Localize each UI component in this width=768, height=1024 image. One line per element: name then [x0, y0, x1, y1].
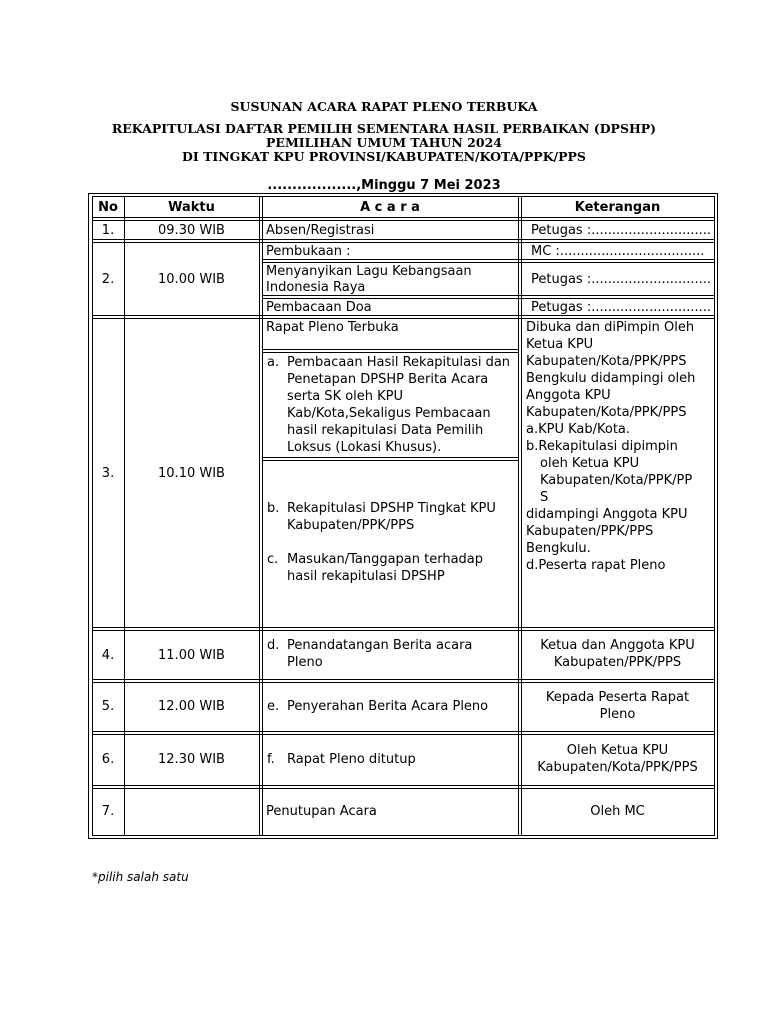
ket-line: Oleh Ketua KPU	[566, 743, 669, 758]
ket-line: Kabupaten/PPK/PPS	[553, 655, 682, 670]
ket-line: Kabupaten/Kota/PPK/PPS	[537, 760, 698, 775]
header-subtitle-2: PEMILIHAN UMUM TAHUN 2024	[266, 135, 502, 150]
row-acara-doa: Pembacaan Doa	[266, 300, 372, 315]
row-keterangan: Oleh MC	[590, 804, 645, 819]
item-line: Penetapan DPSHP Berita Acara	[287, 372, 489, 387]
col-header-acara: A c a r a	[360, 200, 420, 215]
row-sep	[92, 630, 715, 631]
item-marker: d.	[267, 638, 280, 653]
table-inner-right-border	[714, 196, 715, 836]
header-subtitle-1: REKAPITULASI DAFTAR PEMILIH SEMENTARA HASIL PERBAIKAN (DPSHP)	[111, 121, 657, 136]
row-acara-lagu-2: Indonesia Raya	[266, 280, 366, 295]
item-line: Kabupaten/PPK/PPS	[287, 518, 415, 533]
ket-line: S	[540, 490, 549, 505]
col-divider-acara-2	[521, 196, 522, 836]
row-sep	[92, 217, 715, 218]
ket-line: b.Rekapitulasi dipimpin	[526, 439, 678, 454]
ket-line: Anggota KPU	[526, 388, 611, 403]
row-acara-lagu-1: Menyanyikan Lagu Kebangsaan	[266, 264, 472, 279]
row-keterangan	[521, 742, 714, 776]
item-line: serta SK oleh KPU	[287, 389, 404, 404]
item-marker: c.	[267, 552, 279, 567]
item-marker: b.	[267, 501, 280, 516]
ket-line: Ketua dan Anggota KPU	[540, 638, 695, 653]
row-no: 2.	[101, 272, 115, 287]
item-line: Loksus (Lokasi Khusus).	[287, 440, 442, 455]
row-sep	[92, 785, 715, 786]
row-sep	[262, 460, 518, 461]
row-no: 4.	[101, 648, 115, 663]
row-keterangan	[521, 689, 714, 723]
item-marker: e.	[267, 699, 280, 714]
row-no: 5.	[101, 699, 115, 714]
item-line: Rekapitulasi DPSHP Tingkat KPU	[287, 501, 496, 516]
row-no: 7.	[101, 804, 115, 819]
footnote: *pilih salah satu	[92, 870, 189, 884]
ket-line: Bengkulu.	[526, 541, 591, 556]
acara-item-f	[267, 751, 517, 769]
col-divider-acara	[518, 196, 519, 836]
row-acara: Absen/Registrasi	[266, 223, 375, 238]
ket-line: Ketua KPU	[526, 337, 594, 352]
row-waktu: 12.00 WIB	[158, 699, 225, 714]
row-keterangan: Petugas :.............................	[531, 223, 712, 238]
header-title: SUSUNAN ACARA RAPAT PLENO TERBUKA	[230, 99, 538, 114]
col-header-keterangan: Keterangan	[574, 200, 661, 215]
ket-line: a.KPU Kab/Kota.	[526, 422, 631, 437]
row-waktu: 12.30 WIB	[158, 752, 225, 767]
row-sep	[92, 239, 715, 240]
row-no: 6.	[101, 752, 115, 767]
item-line: Kab/Kota,Sekaligus Pembacaan	[287, 406, 491, 421]
item-line: Penandatangan Berita acara	[287, 638, 473, 653]
ket-line: Kabupaten/PPK/PPS	[526, 524, 654, 539]
acara-item-e	[267, 698, 517, 716]
row-sep	[262, 352, 518, 353]
acara-item-a	[267, 354, 517, 458]
col-divider-no	[124, 196, 125, 836]
acara-item-c	[267, 551, 517, 587]
row-waktu: 09.30 WIB	[158, 223, 225, 238]
item-marker: f.	[267, 752, 275, 767]
item-line: Rapat Pleno ditutup	[287, 752, 416, 767]
col-header-waktu: Waktu	[168, 200, 215, 215]
row-no: 3.	[101, 466, 115, 481]
item-line: Pembacaan Hasil Rekapitulasi dan	[287, 355, 511, 370]
item-line: Pleno	[287, 655, 323, 670]
row-waktu: 10.10 WIB	[158, 466, 225, 481]
item-line: hasil rekapitulasi DPSHP	[287, 569, 445, 584]
date-line: ..................,Minggu 7 Mei 2023	[267, 178, 501, 193]
row-acara-title: Rapat Pleno Terbuka	[266, 320, 399, 335]
table-inner-left-border	[92, 196, 93, 836]
row-keterangan-block	[526, 319, 695, 574]
item-marker: a.	[267, 355, 280, 370]
table-inner-top-border	[92, 196, 715, 197]
row-waktu: 10.00 WIB	[158, 272, 225, 287]
ket-line: Dibuka dan diPimpin Oleh	[526, 320, 695, 335]
ket-line: Bengkulu didampingi oleh	[526, 371, 696, 386]
ket-line: oleh Ketua KPU	[540, 456, 640, 471]
row-sep	[92, 220, 715, 221]
row-waktu: 11.00 WIB	[158, 648, 225, 663]
ket-line: d.Peserta rapat Pleno	[526, 558, 666, 573]
row-keterangan-lagu: Petugas :.............................	[531, 272, 712, 287]
row-keterangan	[521, 637, 714, 671]
table-inner-bottom-border	[92, 835, 715, 836]
row-keterangan-doa: Petugas :.............................	[531, 300, 712, 315]
ket-line: Kepada Peserta Rapat	[545, 690, 690, 705]
row-sep	[92, 679, 715, 680]
row-acara: Penutupan Acara	[266, 804, 377, 819]
ket-line: Kabupaten/Kota/PPK/PP	[540, 473, 693, 488]
item-line: Masukan/Tanggapan terhadap	[287, 552, 484, 567]
ket-line: Kabupaten/Kota/PPK/PPS	[526, 354, 687, 369]
row-sep	[92, 734, 715, 735]
ket-line: Kabupaten/Kota/PPK/PPS	[526, 405, 687, 420]
row-sep	[92, 731, 715, 732]
row-keterangan-mc: MC :...................................	[531, 244, 705, 259]
col-divider-waktu-2	[262, 196, 263, 836]
ket-line: Pleno	[599, 707, 636, 722]
col-divider-waktu	[259, 196, 260, 836]
item-line: hasil rekapitulasi Data Pemilih	[287, 423, 484, 438]
acara-item-d	[267, 637, 517, 673]
row-sep	[92, 682, 715, 683]
row-sep	[92, 627, 715, 628]
row-sep	[92, 788, 715, 789]
item-line: Penyerahan Berita Acara Pleno	[287, 699, 489, 714]
header-subtitle-3: DI TINGKAT KPU PROVINSI/KABUPATEN/KOTA/PPK/PPS	[182, 149, 586, 164]
ket-line: didampingi Anggota KPU	[526, 507, 688, 522]
row-sep	[262, 349, 518, 350]
col-header-no: No	[98, 200, 118, 215]
row-acara-pembukaan: Pembukaan :	[266, 244, 351, 259]
row-no: 1.	[101, 223, 115, 238]
acara-item-b	[267, 500, 517, 536]
